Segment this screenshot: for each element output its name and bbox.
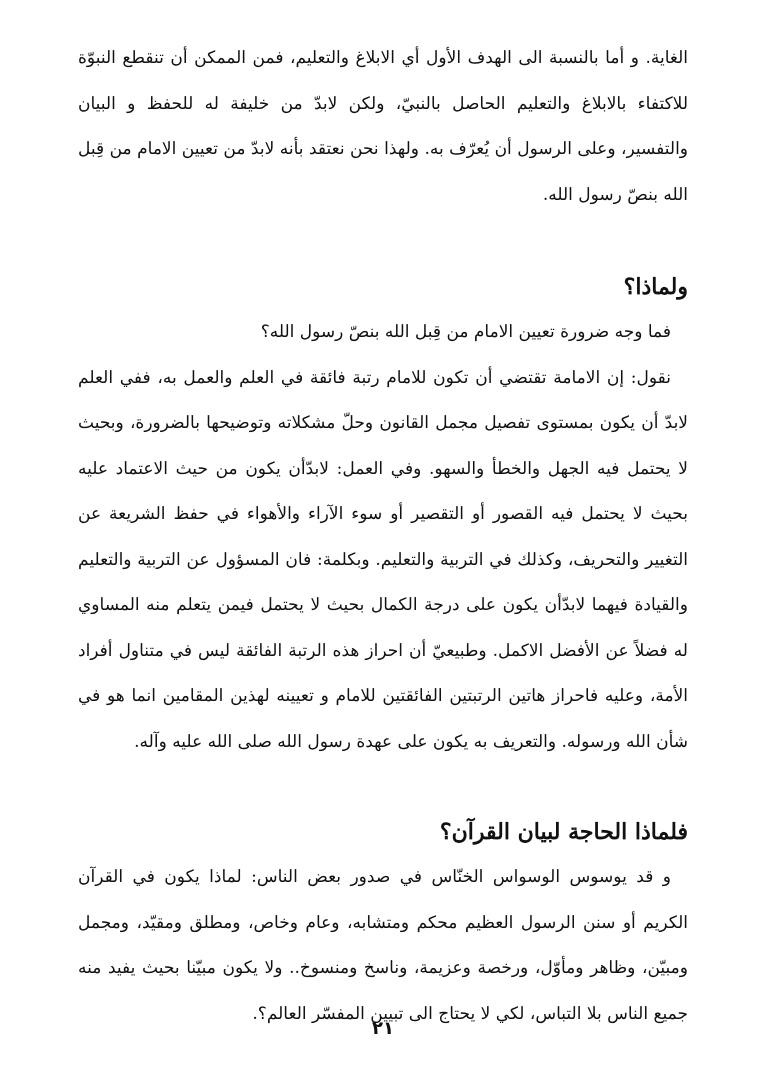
section-heading-why: ولماذا؟: [623, 274, 688, 300]
page-number: ٢١: [372, 1018, 394, 1039]
paragraph-question: فما وجه ضرورة تعيين الامام من قِبل الله بنصّ رسول الله؟: [260, 322, 671, 342]
document-page: [78, 36, 688, 1076]
paragraph-continuation: الغاية. و أما بالنسبة الى الهدف الأول أي الابلاغ والتعليم، فمن الممكن أن تنقطع النبوّة للاكتفاء بالابلاغ والتعليم الحاصل بالنبيّ، ولكن لابدّ من خليفة له للحفظ و البيان والتفسير، وعلى الرسول أن يُعرّف به. ولهذا نحن نعتقد بأنه لابدّ من تعيين الامام من قِبل الله بنصّ رسول الله.: [78, 48, 688, 205]
paragraph-answer: نقول: إن الامامة تقتضي أن تكون للامام رتبة فائقة في العلم والعمل به، ففي العلم لابدّ أن يكون بمستوى تفصيل مجمل القانون وحلّ مشكلاته وتوضيحها بالضرورة، وبحيث لا يحتمل فيه الجهل والخطأ والسهو. وفي العمل: لابدّأن يكون من حيث الاعتماد عليه بحيث لا يحتمل فيه القصور أو التقصير أو سوء الآراء والأهواء في حفظ الشريعة عن التغيير والتحريف، وكذلك في التربية والتعليم. وبكلمة: فان المسؤول عن التربية والتعليم والقيادة فيهما لابدّأن يكون على درجة الكمال بحيث لا يحتمل فيمن يتعلم منه المساوي له فضلاً عن الأفضل الاكمل. وطبيعيّ أن احراز هذه الرتبة الفائقة ليس في متناول أفراد الأمة، وعليه فاحراز هاتين الرتبتين الفائقتين للامام و تعيينه لهذين المقامين انما هو في شأن الله ورسوله. والتعريف به يكون على عهدة رسول الله صلى الله عليه وآله.: [78, 367, 688, 752]
section-heading-quran-explanation: فلماذا الحاجة لبيان القرآن؟: [439, 819, 688, 845]
paragraph-quran-question: و قد يوسوس الوسواس الخنّاس في صدور بعض الناس: لماذا يكون في القرآن الكريم أو سنن الرسول العظيم محكم ومتشابه، وعام وخاص، ومطلق ومقيّد، ومجمل ومبيّن، وظاهر ومأوّل، ورخصة وعزيمة، وناسخ ومنسوخ.. ولا يكون مبيّنا بحيث يفيد منه جميع الناس بلا التباس، لكي لا يحتاج الى تبيين المفسّر العالم؟.: [78, 867, 688, 1024]
